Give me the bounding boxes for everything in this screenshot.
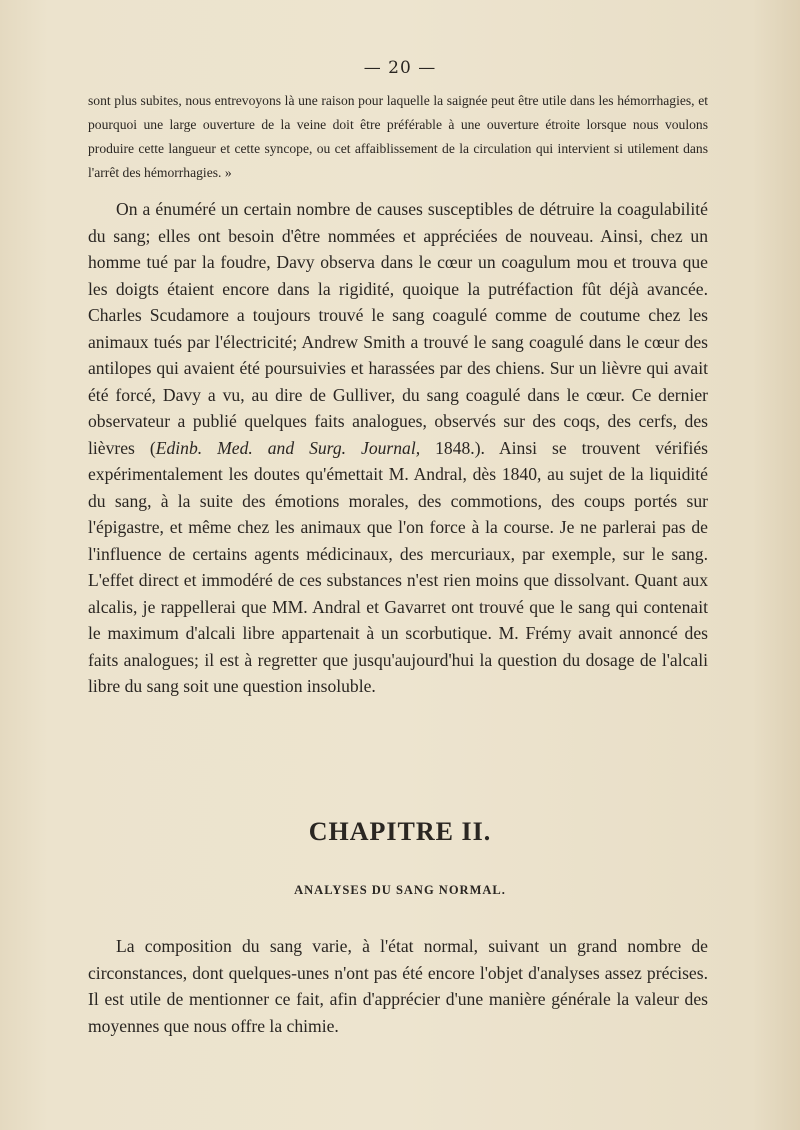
chapter-title: CHAPITRE II. <box>308 817 492 846</box>
chapter-intro-paragraph <box>88 933 708 1039</box>
page-number: — 20 — <box>363 58 437 78</box>
chapter-intro-text: La composition du sang varie, à l'état normal, suivant un grand nombre de circonstances, dont quelques-unes n'ont pas été encore l'objet d'analyses assez précises. Il est utile de mentionner ce fait, afin d'apprécier d'une manière générale la valeur des moyennes que nous offre la chimie. <box>88 936 708 1036</box>
paragraph-text-end: 1848.). Ainsi se trouvent vérifiés expérimentalement les doutes qu'émettait M. Andral, dès 1840, au sujet de la liquidité du sang, à la suite des émotions morales, des commotions, des coups portés sur l'épigastre, et même chez les animaux que l'on force à la course. Je ne parlerai pas de l'influence de certains agents médicinaux, des mercuriaux, par exemple, sur le sang. L'effet direct et immodéré de ces substances n'est rien moins que dissolvant. Quant aux alcalis, je rappellerai que MM. Andral et Gavarret ont trouvé que le sang qui contenait le maximum d'alcali libre appartenait à un scorbutique. M. Frémy avait annoncé des faits analogues; il est à regretter que jusqu'aujourd'hui la question du dosage de l'alcali libre du sang soit une question insoluble. <box>88 437 708 696</box>
journal-citation: Edinb. Med. and Surg. Journal, <box>155 437 421 458</box>
main-paragraph <box>88 196 708 700</box>
quote-text: sont plus subites, nous entrevoyons là une raison pour laquelle la saignée peut être utile dans les hémorrhagies, et pourquoi une large ouverture de la veine doit être préférable à une ouverture étroite lorsque nous voulons produire cette langueur et cette syncope, ou cet affaiblissement de la circulation qui intervient si utilement dans l'arrêt des hémorrhagies. » <box>88 93 708 180</box>
section-title: ANALYSES DU SANG NORMAL. <box>294 883 506 897</box>
paragraph-text-start: On a énuméré un certain nombre de causes susceptibles de détruire la coagulabilité du sang; elles ont besoin d'être nommées et appréciées de nouveau. Ainsi, chez un homme tué par la foudre, Davy observa dans le cœur un coagulum mou et trouva que les doigts étaient encore dans la rigidité, quoique la putréfaction fût déjà avancée. Charles Scudamore a toujours trouvé le sang coagulé comme de coutume chez les animaux tués par l'électricité; Andrew Smith a trouvé le sang coagulé dans le cœur des antilopes qui avaient été poursuivies et harassées par des chiens. Sur un lièvre qui avait été forcé, Davy a vu, au dire de Gulliver, du sang coagulé dans le cœur. Ce dernier observateur a publié quelques faits analogues, observés sur des coqs, des cerfs, des lièvres ( <box>88 199 708 458</box>
quoted-passage <box>88 89 708 185</box>
paragraph-text <box>88 196 708 700</box>
